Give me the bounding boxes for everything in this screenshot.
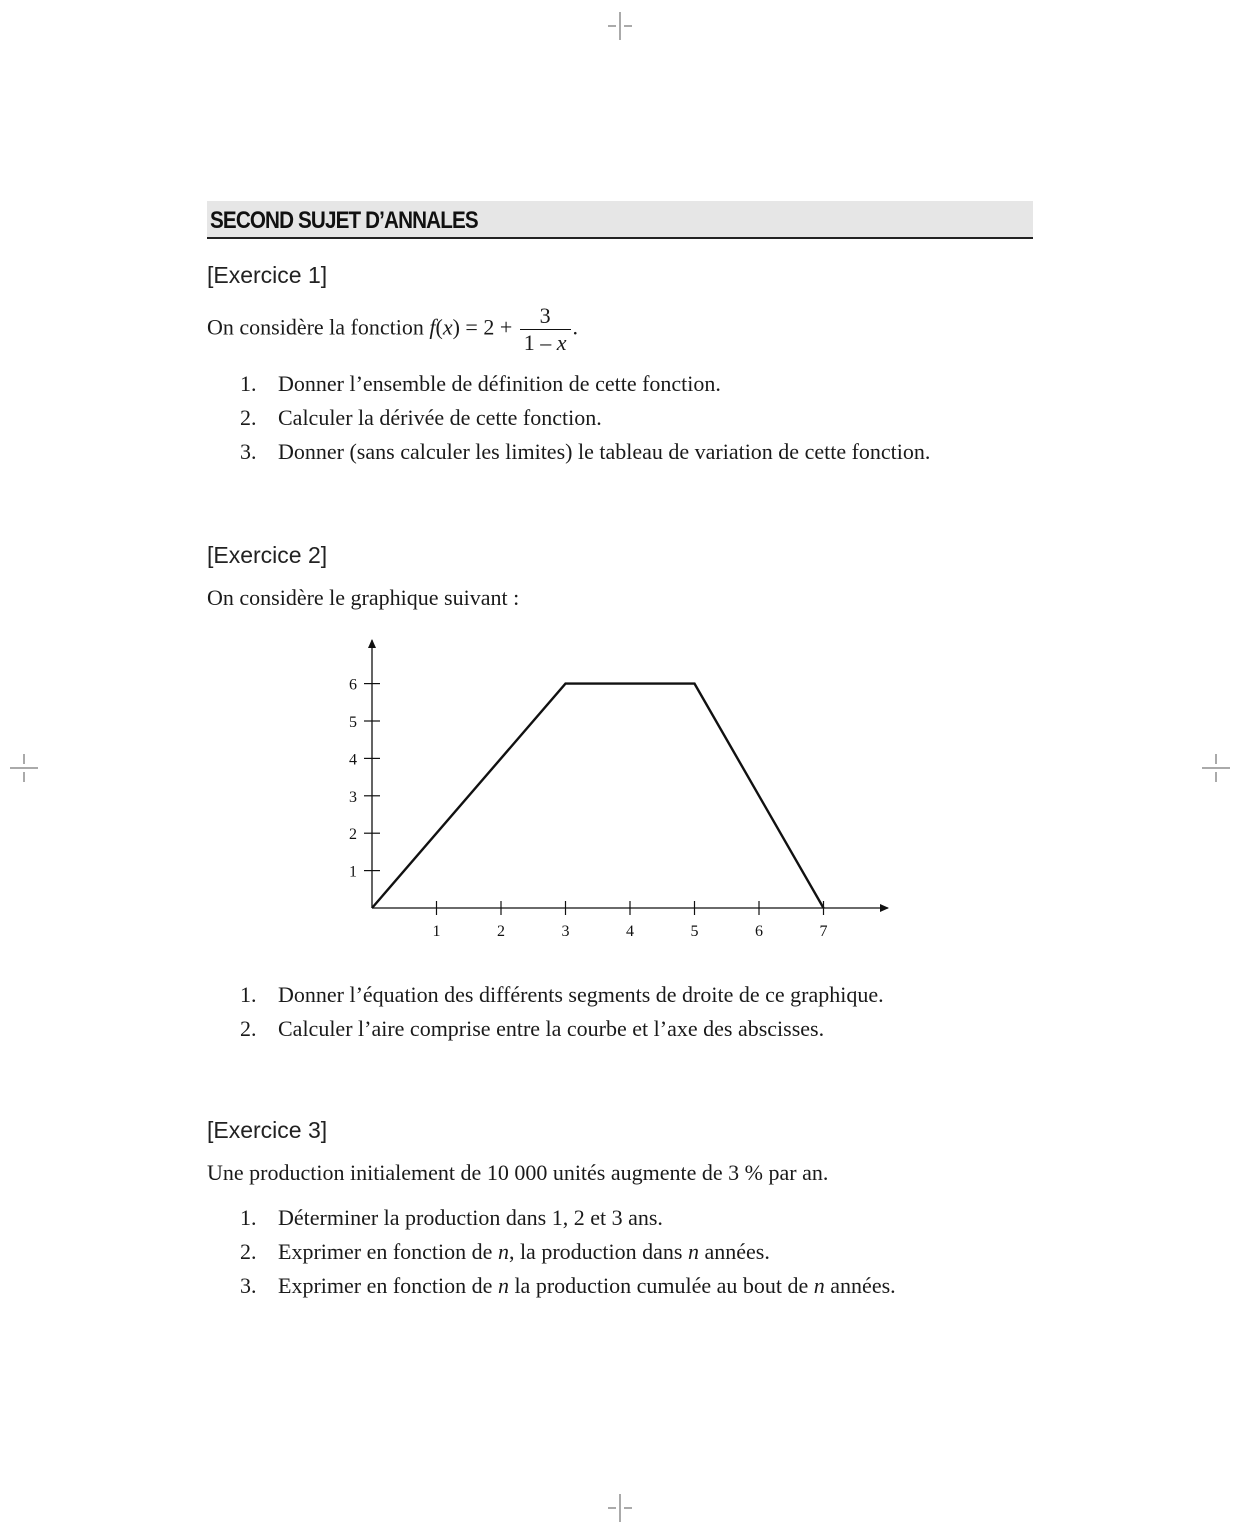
variable-n: n xyxy=(687,1239,699,1264)
x-tick-label: 1 xyxy=(432,923,441,940)
item-text: Exprimer en fonction de xyxy=(278,1273,498,1298)
item-text: années. xyxy=(698,1239,770,1264)
item-text: Donner (sans calculer les limites) le tableau de variation de cette fonction. xyxy=(278,439,931,464)
variable-n: n xyxy=(497,1239,509,1264)
series-line xyxy=(372,684,824,908)
list-item xyxy=(240,367,930,401)
fraction xyxy=(520,305,571,354)
exercise-3-questions xyxy=(240,1201,896,1303)
item-number: 1. xyxy=(240,371,257,396)
y-tick-label: 4 xyxy=(349,751,357,769)
exercise-2-title: [Exercice 2] xyxy=(207,542,328,568)
exercise-1-intro: On considère la fonction f(x) = 2 + $\frac{3}{1 - x}$ . xyxy=(207,303,578,355)
crop-mark-left xyxy=(10,754,38,782)
item-text: Donner l’ensemble de définition de cette fonction. xyxy=(278,371,721,396)
exercise-3-intro: Une production initialement de 10 000 unités augmente de 3 % par an. xyxy=(207,1160,829,1185)
x-tick-label: 4 xyxy=(626,923,634,940)
section-header xyxy=(207,201,1033,239)
function-variable: x xyxy=(442,314,453,340)
exercise-1-questions xyxy=(240,367,930,469)
exercise-3-title: [Exercice 3] xyxy=(207,1117,328,1143)
function-equation: ) = 2 + xyxy=(452,314,513,340)
list-item xyxy=(240,435,930,469)
list-item xyxy=(240,1201,896,1235)
x-tick-label: 3 xyxy=(561,923,570,940)
y-tick-label: 2 xyxy=(349,826,357,844)
exercise-2-questions xyxy=(240,978,884,1046)
item-number: 2. xyxy=(240,405,257,430)
line-chart xyxy=(330,628,910,948)
item-number: 3. xyxy=(240,439,257,464)
x-tick-label: 6 xyxy=(755,923,763,940)
y-tick-label: 1 xyxy=(349,863,357,881)
crop-mark-top xyxy=(606,12,634,40)
item-number: 2. xyxy=(240,1016,257,1041)
item-number: 1. xyxy=(240,982,257,1007)
intro-prefix: On considère la fonction xyxy=(207,314,424,340)
section-title: SECOND SUJET D’ANNALES xyxy=(210,207,478,234)
y-tick-label: 5 xyxy=(349,714,357,731)
item-text: années. xyxy=(824,1273,896,1298)
list-item xyxy=(240,1235,896,1269)
denominator-prefix: 1 – xyxy=(523,330,557,355)
fraction-numerator: 3 xyxy=(520,305,571,330)
exercise-1-title: [Exercice 1] xyxy=(207,262,328,288)
item-text: , la production dans xyxy=(508,1239,688,1264)
crop-mark-right xyxy=(1202,754,1230,782)
fraction-denominator xyxy=(520,330,571,354)
item-text: Déterminer la production dans 1, 2 et 3 ans. xyxy=(278,1205,663,1230)
crop-mark-bottom xyxy=(606,1494,634,1522)
list-item xyxy=(240,978,884,1012)
list-item xyxy=(240,1012,884,1046)
y-tick-label: 6 xyxy=(349,676,357,694)
item-text: Calculer l’aire comprise entre la courbe et l’axe des abscisses. xyxy=(278,1016,825,1041)
denominator-variable: x xyxy=(556,330,567,355)
y-tick-label: 3 xyxy=(349,788,357,806)
item-text: la production cumulée au bout de xyxy=(508,1273,814,1298)
list-item xyxy=(240,1269,896,1303)
function-name: f xyxy=(429,314,436,340)
x-tick-label: 7 xyxy=(819,923,828,940)
x-tick-label: 5 xyxy=(690,923,699,940)
variable-n: n xyxy=(497,1273,509,1298)
item-number: 1. xyxy=(240,1205,257,1230)
x-tick-label: 2 xyxy=(497,923,505,940)
item-number: 3. xyxy=(240,1273,257,1298)
item-text: Calculer la dérivée de cette fonction. xyxy=(278,405,602,430)
item-text: Donner l’équation des différents segments de droite de ce graphique. xyxy=(278,982,884,1007)
exercise-2-intro: On considère le graphique suivant : xyxy=(207,585,520,610)
item-number: 2. xyxy=(240,1239,257,1264)
variable-n: n xyxy=(813,1273,825,1298)
item-text: Exprimer en fonction de xyxy=(278,1239,498,1264)
list-item xyxy=(240,401,930,435)
